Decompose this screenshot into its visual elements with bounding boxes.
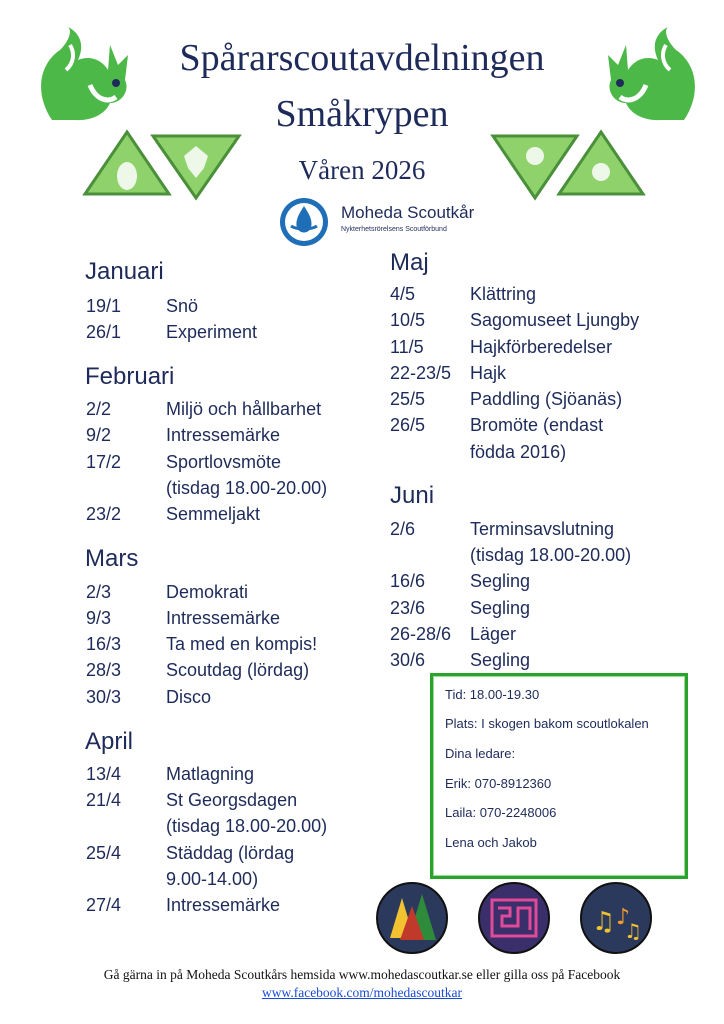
- logo-name: Moheda Scoutkår: [341, 203, 475, 222]
- facebook-link[interactable]: www.facebook.com/mohedascoutkar: [261, 985, 463, 1000]
- music-badge-icon: [576, 880, 656, 958]
- month-heading: April: [85, 728, 134, 755]
- pattern-badge-icon: [474, 880, 554, 958]
- info-time: Tid: 18.00-19.30: [445, 687, 540, 702]
- month-heading: Maj: [390, 249, 429, 276]
- page-title-group: Småkrypen: [275, 93, 449, 135]
- month-heading: Juni: [390, 482, 435, 509]
- svg-text:♫: ♫: [592, 907, 616, 937]
- info-leaders-heading: Dina ledare:: [445, 746, 516, 761]
- info-leader: Laila: 070-2248006: [445, 805, 557, 820]
- footer-link-wrap: [0, 985, 724, 1001]
- info-leader: Erik: 070-8912360: [445, 776, 552, 791]
- info-box: [430, 673, 688, 879]
- month-heading: Januari: [85, 258, 164, 285]
- info-place: Plats: I skogen bakom scoutlokalen: [445, 716, 649, 731]
- forest-badge-icon: [372, 880, 452, 958]
- page-subtitle: Våren 2026: [298, 155, 426, 185]
- info-leader: Lena och Jakob: [445, 835, 537, 850]
- logo-subtitle: Nykterhetsrörelsens Scoutförbund: [341, 226, 447, 233]
- scoutkar-logo: [273, 196, 473, 248]
- svg-text:♪: ♪: [616, 905, 631, 930]
- scout-logo-icon: [273, 196, 335, 248]
- month-heading: Februari: [85, 363, 175, 390]
- page-title: Spårarscoutavdelningen: [179, 37, 545, 79]
- month-heading: Mars: [85, 545, 139, 572]
- footer-text: Gå gärna in på Moheda Scoutkårs hemsida www.mohedascoutkar.se eller gilla oss på Facebook: [103, 967, 621, 982]
- svg-text:♫: ♫: [624, 919, 642, 943]
